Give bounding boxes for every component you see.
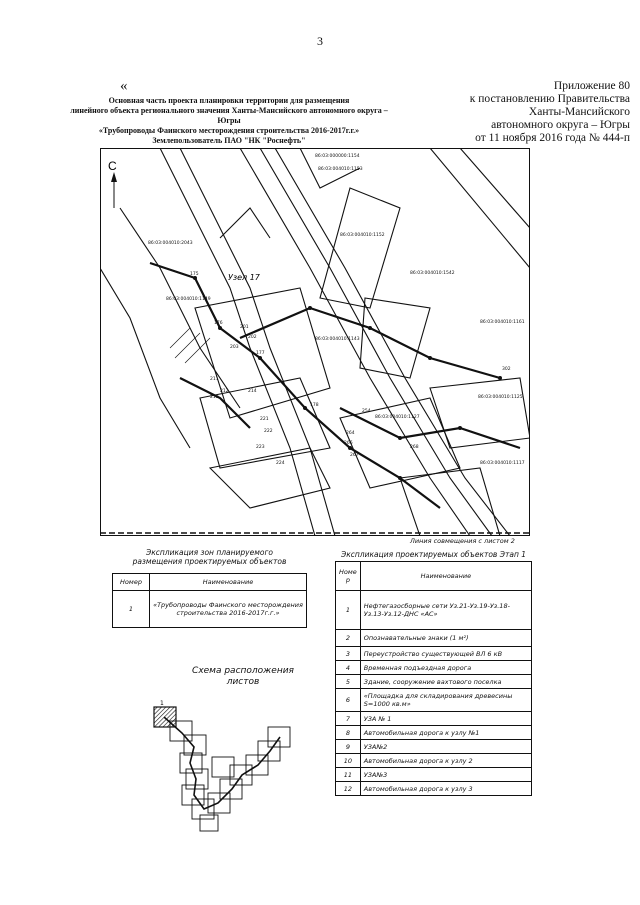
appendix-line-5: от 11 ноября 2016 года № 444-п: [475, 132, 630, 144]
sheet-scheme-title-1: Схема расположения: [192, 666, 294, 676]
zones-legend-table: [112, 573, 307, 628]
objects-row-name: Переустройство существующей ВЛ 6 кВ: [360, 647, 531, 661]
point-label: 201: [240, 325, 249, 330]
objects-legend-table: [335, 561, 532, 796]
objects-row-name: Автомобильная дорога к узлу №1: [360, 726, 531, 740]
appendix-line-2: к постановлению Правительства: [469, 93, 630, 105]
point-label: 177: [256, 351, 265, 356]
zones-col-number: Номер: [113, 574, 150, 591]
objects-row-name: УЗА№3: [360, 768, 531, 782]
parcel-label: 86:03:004010:1149: [166, 297, 211, 302]
objects-row-name: Автомобильная дорога к узлу 3: [360, 782, 531, 796]
objects-row-number: 6: [336, 689, 361, 712]
point-label: 264: [346, 431, 355, 436]
point-label: 266: [344, 441, 353, 446]
objects-row-number: 11: [336, 768, 361, 782]
point-label: 223: [256, 445, 265, 450]
title-line-2: линейного объекта регионального значения Ханты-Мансийского автономного округа – Югры: [70, 106, 388, 125]
objects-row-name: Опознавательные знаки (1 м²): [360, 630, 531, 647]
sheet-scheme-title: [168, 666, 318, 688]
sheet-layout-scheme: [150, 697, 300, 837]
zones-row-name: «Трубопроводы Фаинского месторождения строительства 2016-2017г.г.»: [150, 591, 307, 628]
point-label: 213: [210, 395, 219, 400]
zones-col-name: Наименование: [150, 574, 307, 591]
objects-row-number: 2: [336, 630, 361, 647]
point-label: 222: [264, 429, 273, 434]
point-label: 203: [230, 345, 239, 350]
parcel-label: 86:03:004010:1542: [410, 271, 455, 276]
match-line-label: Линия совмещения с листом 2: [410, 537, 515, 545]
point-label: 268: [410, 445, 419, 450]
appendix-line-1: Приложение 80: [553, 80, 630, 92]
point-label: 178: [310, 403, 319, 408]
objects-row-name: УЗА № 1: [360, 712, 531, 726]
title-line-4: Землепользователь ПАО "НК "Роснефть": [152, 136, 306, 145]
point-label: 302: [502, 367, 511, 372]
point-label: 267: [350, 453, 359, 458]
point-label: 212: [220, 389, 229, 394]
objects-row-name: Нефтегазосборные сети Уз.21-Уз.19-Уз.18-Уз.13-Уз.12-ДНС «АС»: [360, 591, 531, 630]
point-label: 202: [248, 335, 257, 340]
objects-row-number: 12: [336, 782, 361, 796]
document-title-block: [64, 96, 394, 146]
objects-col-number: Номе р: [336, 562, 361, 591]
planning-map: [100, 148, 530, 536]
point-label: 211: [210, 377, 219, 382]
objects-row-number: 10: [336, 754, 361, 768]
parcel-label: 86:03:004010:1161: [480, 320, 525, 325]
appendix-line-4: автономного округа – Югры: [491, 119, 630, 131]
point-label: 224: [276, 461, 285, 466]
opening-quote: «: [120, 78, 128, 94]
point-label: 175: [190, 272, 199, 277]
parcel-label: 86:03:004010:1143: [315, 337, 360, 342]
parcel-label: 86:03:004010:1153: [318, 167, 363, 172]
objects-row-number: 1: [336, 591, 361, 630]
point-label: 214: [248, 389, 257, 394]
title-line-1: Основная часть проекта планировки территории для размещения: [108, 96, 350, 105]
parcel-label: 86:03:004010:1152: [340, 233, 385, 238]
parcel-label: 86:03:004010:1127: [375, 415, 420, 420]
point-label: 254: [362, 409, 371, 414]
objects-row-name: Здание, сооружение вахтового поселка: [360, 675, 531, 689]
objects-row-name: Автомобильная дорога к узлу 2: [360, 754, 531, 768]
current-sheet-label: 1: [160, 700, 164, 707]
objects-row-name: УЗА№2: [360, 740, 531, 754]
objects-row-number: 7: [336, 712, 361, 726]
zones-row-number: 1: [113, 591, 150, 628]
objects-row-number: 9: [336, 740, 361, 754]
objects-legend-title: Экспликация проектируемых объектов Этап 1: [341, 550, 526, 559]
zones-legend-title-1: Экспликация зон планируемого: [146, 548, 273, 557]
north-label: С: [108, 159, 117, 173]
point-label: 176: [214, 321, 223, 326]
objects-row-number: 8: [336, 726, 361, 740]
objects-row-name: Временная подъездная дорога: [360, 661, 531, 675]
point-label: 221: [260, 417, 269, 422]
appendix-block: [440, 80, 630, 145]
title-line-3: «Трубопроводы Фаинского месторождения строительства 2016-2017г.г.»: [98, 126, 360, 135]
parcel-label: 86:03:004010:1125: [478, 395, 523, 400]
parcel-label: 86:03:000000:1154: [315, 154, 360, 159]
zones-legend-title-2: размещения проектируемых объектов: [132, 557, 287, 566]
objects-row-name: «Площадка для складирования древесины S=1000 кв.м»: [360, 689, 531, 712]
node-label: Узел 17: [228, 273, 260, 282]
appendix-line-3: Ханты-Мансийского: [528, 106, 630, 118]
zones-legend-title: [112, 548, 307, 566]
objects-row-number: 5: [336, 675, 361, 689]
objects-row-number: 4: [336, 661, 361, 675]
parcel-label: 86:03:004010:1117: [480, 461, 525, 466]
parcel-label: 86:03:004010:2043: [148, 241, 193, 246]
sheet-scheme-title-2: листов: [226, 677, 260, 687]
objects-row-number: 3: [336, 647, 361, 661]
page-number: 3: [317, 34, 323, 48]
objects-col-name: Наименование: [360, 562, 531, 591]
